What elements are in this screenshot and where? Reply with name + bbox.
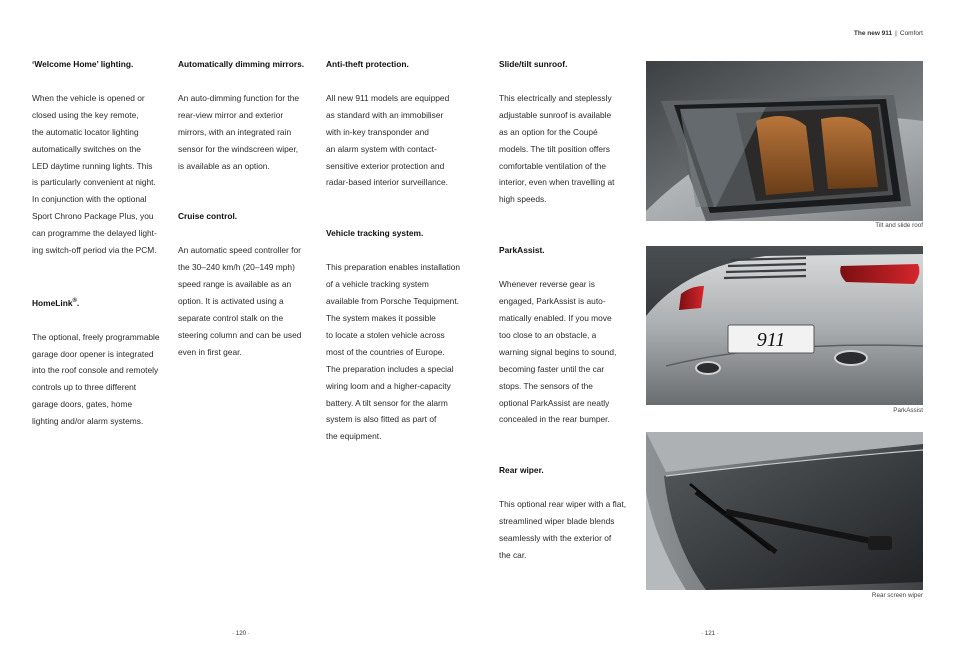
page-number-left: · 120 · xyxy=(232,630,250,637)
welcome-lighting-heading: ‘Welcome Home’ lighting. xyxy=(32,59,134,69)
column-4 xyxy=(499,56,639,564)
vehicle-tracking-text: This preparation enables installation of a vehicle tracking system available from Porsche Tequipment. The system makes it possible to locate a stolen vehicle across most of the countries of Europe. The preparation includes a special wiring loom and a higher-capacity battery. A tilt sensor for the alarm system is also fitted as part of the equipment. xyxy=(326,262,461,442)
column-1 xyxy=(32,56,177,430)
rear-wiper-text: This optional rear wiper with a flat, streamlined wiper blade blends seamlessly with the exterior of the car. xyxy=(499,499,627,560)
column-3 xyxy=(326,56,476,445)
homelink-heading xyxy=(32,293,177,312)
dimming-mirrors-heading: Automatically dimming mirrors. xyxy=(178,59,305,69)
rear-wiper-caption: Rear screen wiper xyxy=(871,592,923,599)
header-section: Comfort xyxy=(899,30,923,37)
parkassist-caption: ParkAssist xyxy=(893,407,923,414)
sunroof-heading: Slide/tilt sunroof. xyxy=(499,59,568,69)
parkassist-text: Whenever reverse gear is engaged, ParkAssist is auto- matically enabled. If you move too close to an obstacle, a warning signal begins to sound, becoming faster until the car stops. The sensors of the optional ParkAssist are neatly concealed in the rear bumper. xyxy=(499,279,617,425)
homelink-period: . xyxy=(76,297,80,308)
cruise-control-text: An automatic speed controller for the 30–240 km/h (20–149 mph) speed range is available as an option. It is activated using a separate control stalk on the steering column and can be used even in first gear. xyxy=(178,245,302,357)
vehicle-tracking-heading: Vehicle tracking system. xyxy=(326,228,424,239)
parkassist-photo xyxy=(646,246,923,405)
header-model: The new 911 xyxy=(853,30,893,37)
rear-wiper-photo xyxy=(646,432,923,590)
column-2 xyxy=(178,56,323,361)
registered-mark: ® xyxy=(72,297,77,304)
welcome-lighting-text: When the vehicle is opened or closed using the key remote, the automatic locator lighting automatically switches on the LED daytime running lights. This is particularly convenient at night. In conjunction with the optional Sport Chrono Package Plus, you can programme the delayed light- ing switch-off period via the PCM. xyxy=(32,92,157,256)
anti-theft-text: All new 911 models are equipped as standard with an immobiliser with in-key transponder and an alarm system with contact- sensitive exterior protection and radar-based interior surveillance. xyxy=(326,92,450,188)
parkassist-heading: ParkAssist. xyxy=(499,245,545,256)
parkassist-illustration xyxy=(646,246,923,405)
header-separator: | xyxy=(895,30,897,37)
sunroof-photo xyxy=(646,61,923,221)
dimming-mirrors-text: An auto-dimming function for the rear-view mirror and exterior mirrors, with an integrated rain sensor for the windscreen wiper, is available as an option. xyxy=(178,92,300,171)
homelink-title: HomeLink xyxy=(32,297,73,308)
license-plate-text: 911 xyxy=(756,329,786,351)
running-header xyxy=(854,30,923,37)
rear-wiper-heading: Rear wiper. xyxy=(499,465,544,476)
homelink-text: The optional, freely programmable garage door opener is integrated into the roof console and remotely controls up to three different garage doors, gates, home lighting and/or alarm systems. xyxy=(32,331,160,427)
sunroof-caption: Tilt and slide roof xyxy=(875,222,923,229)
sunroof-illustration xyxy=(646,61,923,221)
rear-wiper-illustration xyxy=(646,432,923,590)
sunroof-text: This electrically and steplessly adjustable sunroof is available as an option for the Coupé models. The tilt position offers comfortable ventilation of the interior, even when travelling at high speeds. xyxy=(499,92,615,205)
cruise-control-heading: Cruise control. xyxy=(178,211,238,222)
anti-theft-heading: Anti-theft protection. xyxy=(326,59,409,69)
page-number-right: · 121 · xyxy=(701,630,719,637)
